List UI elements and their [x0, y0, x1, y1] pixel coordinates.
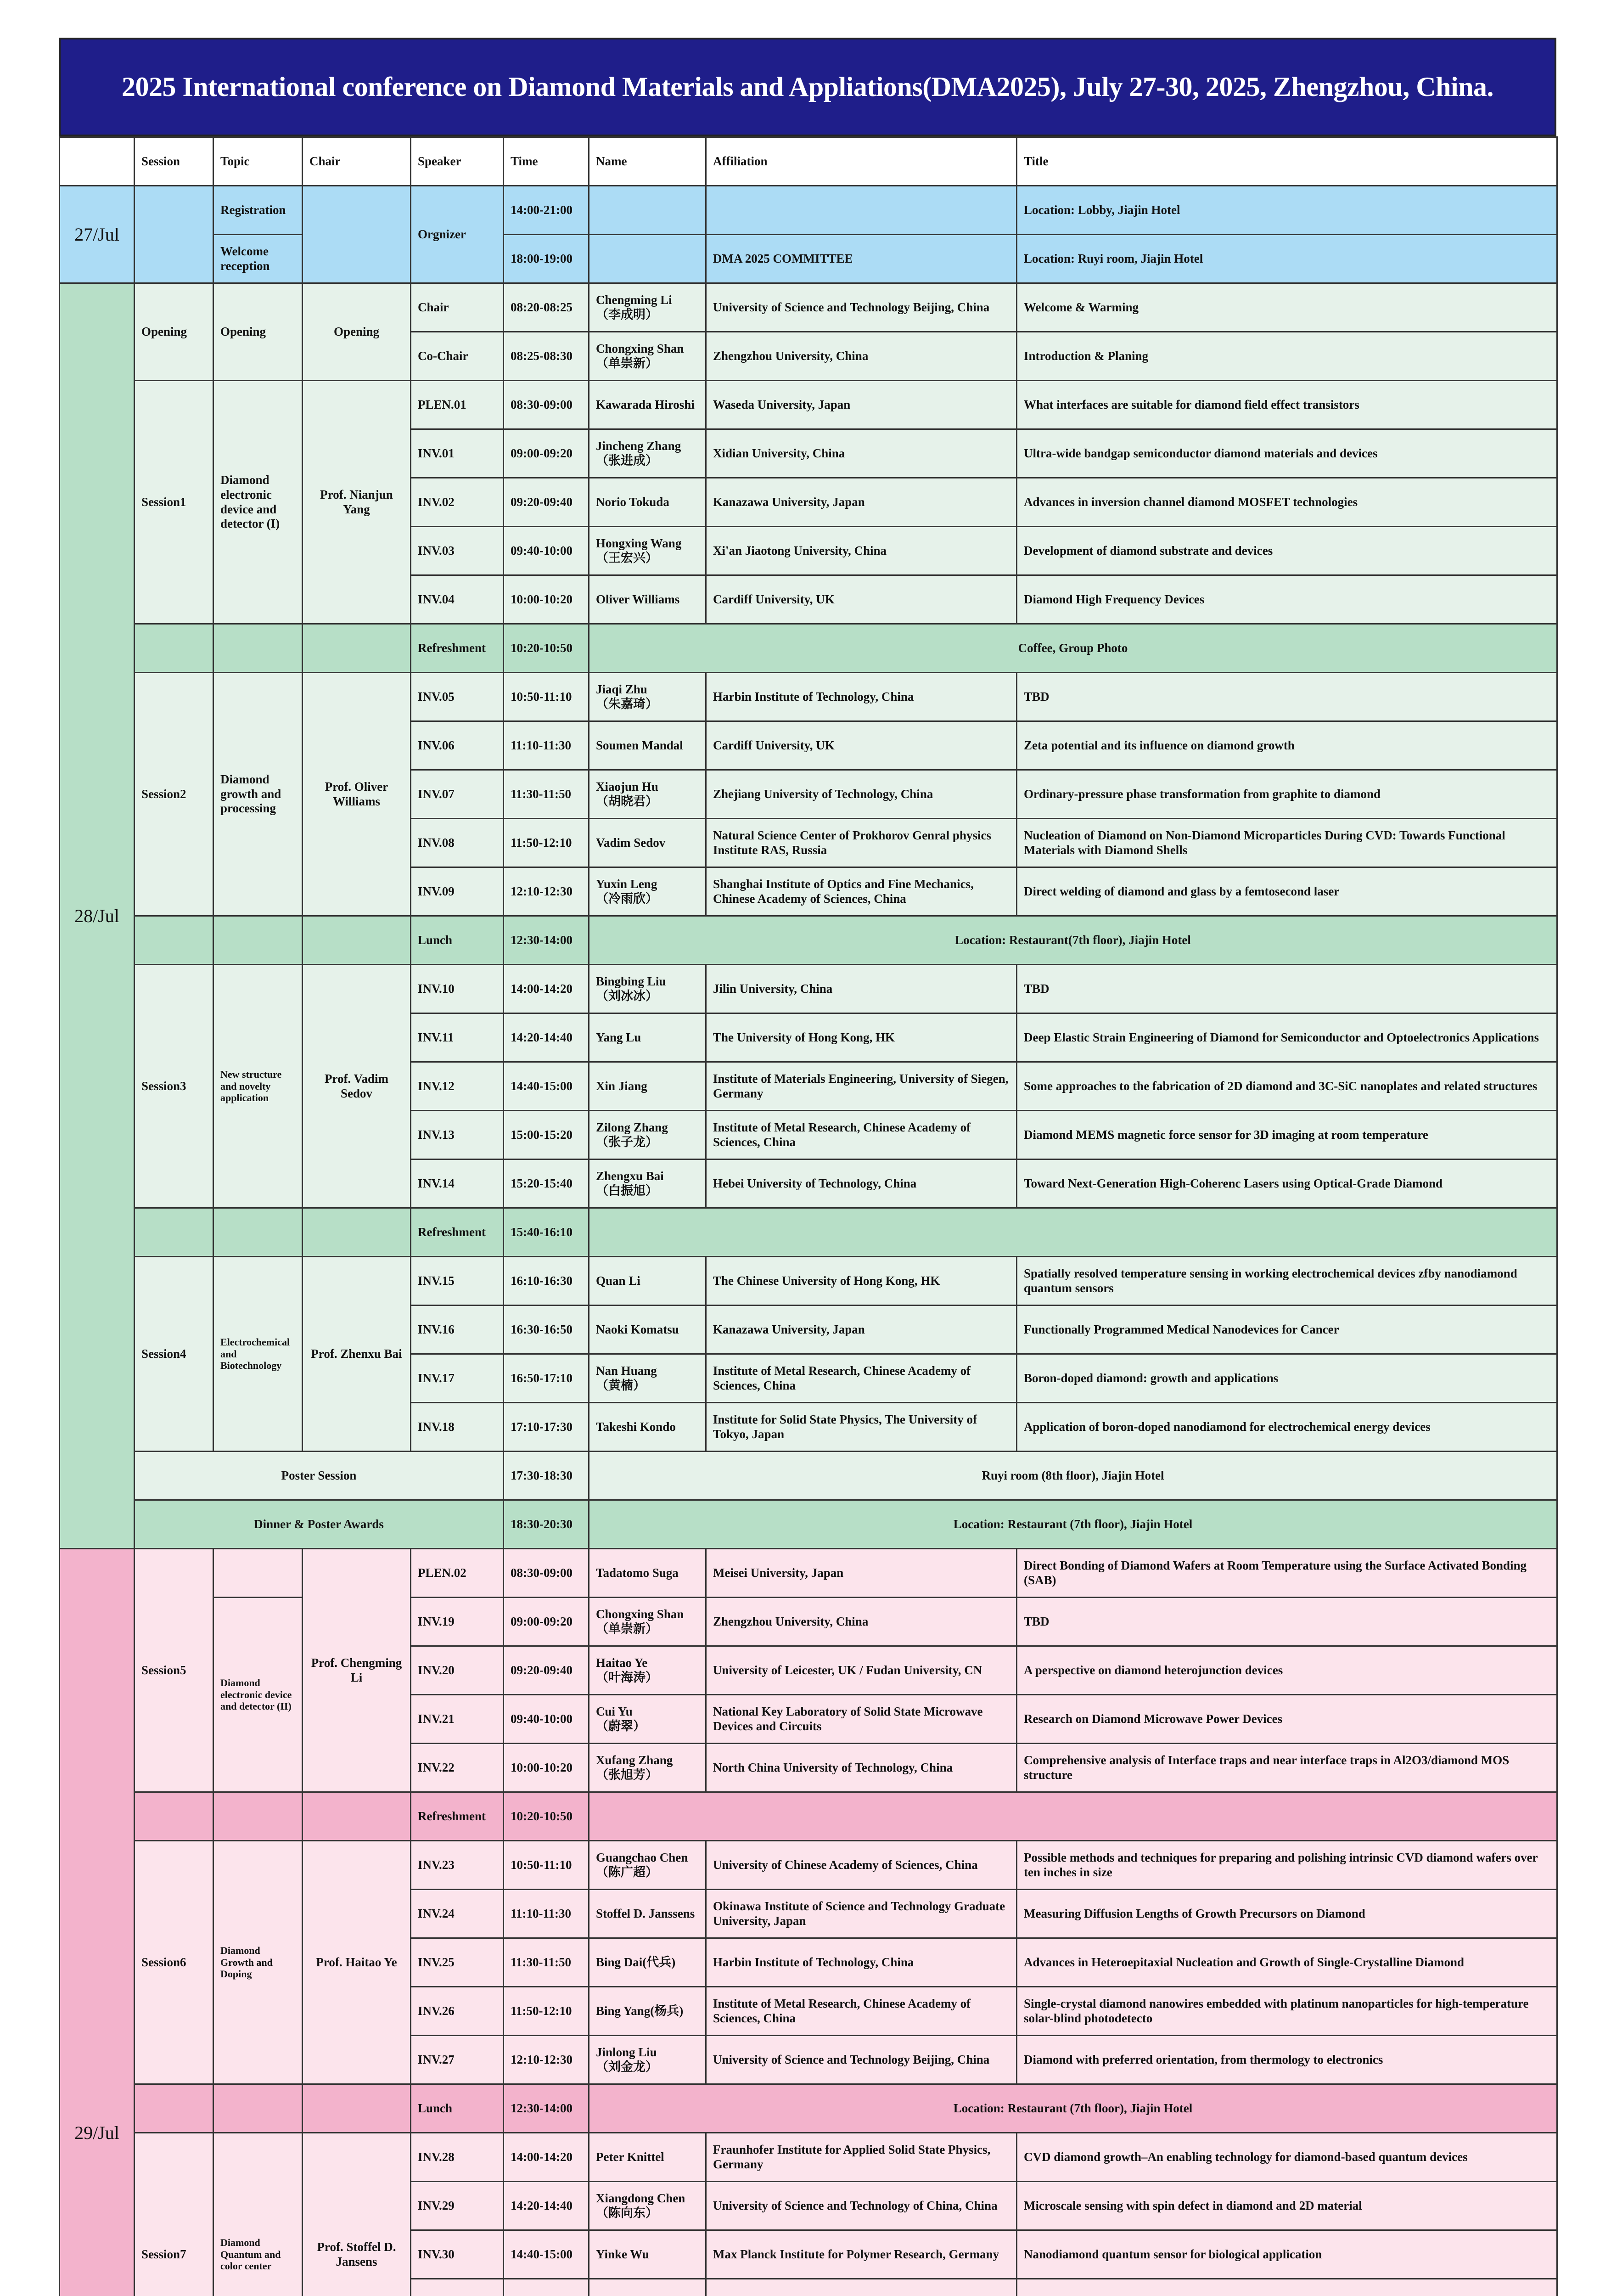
time-cell: 08:25-08:30 [504, 332, 589, 381]
speaker-cell: INV.29 [411, 2182, 504, 2230]
topic-cell: Diamond Quantum and color center [213, 2133, 303, 2296]
chair-cell: Prof. Nianjun Yang [303, 381, 411, 624]
session-cell: Session7 [135, 2133, 213, 2296]
affiliation-cell: Cardiff University, UK [706, 575, 1017, 624]
name-cell: Yang Lu [589, 1013, 706, 1062]
name-cell: Xiangdong Chen （陈向东） [589, 2182, 706, 2230]
session-cell: Session6 [135, 1841, 213, 2084]
time-cell: 11:10-11:30 [504, 1890, 589, 1938]
affiliation-cell: University of Science and Technology Beijing, China [706, 2036, 1017, 2084]
time-cell: 12:30-14:00 [504, 916, 589, 965]
table-row [60, 1792, 1557, 1841]
chair-cell [303, 186, 411, 283]
time-cell: 15:20-15:40 [504, 1159, 589, 1208]
table-row [60, 673, 1557, 721]
name-cell: Tadatomo Suga [589, 1549, 706, 1598]
affiliation-cell: Shanghai Institute of Optics and Fine Mechanics, Chinese Academy of Sciences, China [706, 867, 1017, 916]
affiliation-cell: Cardiff University, UK [706, 721, 1017, 770]
name-cell [589, 2279, 706, 2296]
name-cell: Jinlong Liu （刘金龙） [589, 2036, 706, 2084]
speaker-cell: INV.16 [411, 1306, 504, 1354]
topic-cell [213, 1549, 303, 1598]
speaker-cell: INV.05 [411, 673, 504, 721]
name-cell: Bing Dai(代兵) [589, 1938, 706, 1987]
title-cell: Toward Next-Generation High-Coherenc Lasers using Optical-Grade Diamond [1017, 1159, 1557, 1208]
name-cell: Bingbing Liu （刘冰冰） [589, 965, 706, 1013]
table-row [60, 2084, 1557, 2133]
affiliation-cell: Institute of Metal Research, Chinese Academy of Sciences, China [706, 1354, 1017, 1403]
table-row [60, 1500, 1557, 1549]
affiliation-cell: Jilin University, China [706, 965, 1017, 1013]
affiliation-cell: Hebei University of Technology, China [706, 1159, 1017, 1208]
name-cell: Quan Li [589, 1257, 706, 1306]
title-cell: Functionally Programmed Medical Nanodevices for Cancer [1017, 1306, 1557, 1354]
speaker-cell: INV.23 [411, 1841, 504, 1890]
name-cell: Chongxing Shan （单崇新） [589, 1598, 706, 1646]
title-cell: Welcome & Warming [1017, 283, 1557, 332]
table-row [60, 1257, 1557, 1306]
name-cell: Haitao Ye （叶海涛） [589, 1646, 706, 1695]
title-cell: Direct welding of diamond and glass by a femtosecond laser [1017, 867, 1557, 916]
title-cell: CVD diamond growth–An enabling technology for diamond-based quantum devices [1017, 2133, 1557, 2182]
speaker-cell: INV.07 [411, 770, 504, 819]
speaker-cell: INV.19 [411, 1598, 504, 1646]
speaker-cell: Orgnizer [411, 186, 504, 283]
time-cell: 10:00-10:20 [504, 1744, 589, 1792]
name-cell: Jincheng Zhang （张进成） [589, 429, 706, 478]
affiliation-cell: Xidian University, China [706, 429, 1017, 478]
speaker-cell: PLEN.01 [411, 381, 504, 429]
topic-cell [213, 624, 303, 673]
column-header: Title [1017, 137, 1557, 186]
speaker-cell: INV.30 [411, 2230, 504, 2279]
name-cell [589, 186, 706, 235]
time-cell: 16:10-16:30 [504, 1257, 589, 1306]
speaker-cell: INV.24 [411, 1890, 504, 1938]
speaker-cell: PLEN.02 [411, 1549, 504, 1598]
speaker-cell: INV.12 [411, 1062, 504, 1111]
break-label: Lunch [411, 916, 504, 965]
table-row [60, 624, 1557, 673]
time-cell: 10:20-10:50 [504, 1792, 589, 1841]
session-cell [135, 1208, 213, 1257]
time-cell: 11:10-11:30 [504, 721, 589, 770]
affiliation-cell: The University of Hong Kong, HK [706, 1013, 1017, 1062]
session-cell: Session3 [135, 965, 213, 1208]
session-cell: Session2 [135, 673, 213, 916]
time-cell: 14:20-14:40 [504, 1013, 589, 1062]
break-label: Lunch [411, 2084, 504, 2133]
affiliation-cell: National Key Laboratory of Solid State Microwave Devices and Circuits [706, 1695, 1017, 1744]
speaker-cell: INV.27 [411, 2036, 504, 2084]
break-label: Refreshment [411, 1792, 504, 1841]
time-cell [504, 2279, 589, 2296]
session-cell: Session1 [135, 381, 213, 624]
time-cell: 11:30-11:50 [504, 1938, 589, 1987]
event-label: Dinner & Poster Awards [135, 1500, 504, 1549]
table-row [60, 1208, 1557, 1257]
name-cell: Chongxing Shan （单崇新） [589, 332, 706, 381]
table-row [60, 186, 1557, 235]
affiliation-cell: Waseda University, Japan [706, 381, 1017, 429]
affiliation-cell: University of Science and Technology Beijing, China [706, 283, 1017, 332]
name-cell [589, 235, 706, 283]
topic-cell: Diamond electronic device and detector (II) [213, 1598, 303, 1792]
time-cell: 12:10-12:30 [504, 2036, 589, 2084]
affiliation-cell: Harbin Institute of Technology, China [706, 673, 1017, 721]
column-header: Session [135, 137, 213, 186]
speaker-cell: Chair [411, 283, 504, 332]
name-cell: Guangchao Chen （陈广超） [589, 1841, 706, 1890]
name-cell: Naoki Komatsu [589, 1306, 706, 1354]
title-cell: Spatially resolved temperature sensing in working electrochemical devices zfby nanodiamond quantum sensors [1017, 1257, 1557, 1306]
break-label: Refreshment [411, 1208, 504, 1257]
chair-cell [303, 1792, 411, 1841]
topic-cell: Opening [213, 283, 303, 381]
title-cell: Introduction & Planing [1017, 332, 1557, 381]
chair-cell [303, 916, 411, 965]
title-cell: Ordinary-pressure phase transformation from graphite to diamond [1017, 770, 1557, 819]
time-cell: 08:30-09:00 [504, 1549, 589, 1598]
speaker-cell: INV.09 [411, 867, 504, 916]
name-cell: Norio Tokuda [589, 478, 706, 527]
table-row [60, 1841, 1557, 1890]
speaker-cell: INV.25 [411, 1938, 504, 1987]
time-cell: 17:30-18:30 [504, 1452, 589, 1500]
title-cell: Diamond MEMS magnetic force sensor for 3D imaging at room temperature [1017, 1111, 1557, 1159]
speaker-cell: INV.02 [411, 478, 504, 527]
topic-cell: Welcome reception [213, 235, 303, 283]
table-row [60, 2133, 1557, 2182]
table-row [60, 137, 1557, 186]
program-body [60, 137, 1557, 2296]
event-note: Location: Restaurant (7th floor), Jiajin Hotel [589, 1500, 1557, 1549]
title-cell: Development of diamond substrate and devices [1017, 527, 1557, 575]
affiliation-cell: University of Chinese Academy of Sciences, China [706, 1841, 1017, 1890]
affiliation-cell: Max Planck Institute for Polymer Research, Germany [706, 2230, 1017, 2279]
topic-cell: Diamond Growth and Doping [213, 1841, 303, 2084]
time-cell: 10:50-11:10 [504, 673, 589, 721]
affiliation-cell [706, 186, 1017, 235]
name-cell: Peter Knittel [589, 2133, 706, 2182]
speaker-cell: Co-Chair [411, 332, 504, 381]
name-cell: Soumen Mandal [589, 721, 706, 770]
program-frame [59, 38, 1556, 2296]
affiliation-cell: DMA 2025 COMMITTEE [706, 235, 1017, 283]
speaker-cell: INV.03 [411, 527, 504, 575]
affiliation-cell: University of Science and Technology of China, China [706, 2182, 1017, 2230]
speaker-cell: INV.26 [411, 1987, 504, 2036]
program-table [59, 136, 1558, 2296]
name-cell: Nan Huang （黄楠） [589, 1354, 706, 1403]
time-cell: 14:00-14:20 [504, 965, 589, 1013]
affiliation-cell: Natural Science Center of Prokhorov Genral physics Institute RAS, Russia [706, 819, 1017, 867]
affiliation-cell: Institute of Metal Research, Chinese Academy of Sciences, China [706, 1987, 1017, 2036]
session-cell [135, 624, 213, 673]
table-row [60, 1549, 1557, 1598]
time-cell: 11:30-11:50 [504, 770, 589, 819]
speaker-cell: INV.13 [411, 1111, 504, 1159]
name-cell: Cui Yu （蔚翠） [589, 1695, 706, 1744]
title-cell: Direct Bonding of Diamond Wafers at Room Temperature using the Surface Activated Bonding (SAB) [1017, 1549, 1557, 1598]
time-cell: 15:40-16:10 [504, 1208, 589, 1257]
name-cell: Xiaojun Hu （胡晓君） [589, 770, 706, 819]
chair-cell: Prof. Zhenxu Bai [303, 1257, 411, 1452]
speaker-cell: INV.04 [411, 575, 504, 624]
title-cell: Application of boron-doped nanodiamond for electrochemical energy devices [1017, 1403, 1557, 1452]
affiliation-cell: Xi'an Jiaotong University, China [706, 527, 1017, 575]
time-cell: 08:30-09:00 [504, 381, 589, 429]
time-cell: 11:50-12:10 [504, 819, 589, 867]
speaker-cell: INV.21 [411, 1695, 504, 1744]
speaker-cell [411, 2279, 504, 2296]
time-cell: 18:30-20:30 [504, 1500, 589, 1549]
chair-cell: Prof. Oliver Williams [303, 673, 411, 916]
name-cell: Jiaqi Zhu （朱嘉琦） [589, 673, 706, 721]
name-cell: Stoffel D. Janssens [589, 1890, 706, 1938]
session-cell [135, 1792, 213, 1841]
chair-cell [303, 1208, 411, 1257]
break-note: Coffee, Group Photo [589, 624, 1557, 673]
affiliation-cell: Kanazawa University, Japan [706, 1306, 1017, 1354]
name-cell: Vadim Sedov [589, 819, 706, 867]
time-cell: 10:00-10:20 [504, 575, 589, 624]
topic-cell [213, 916, 303, 965]
name-cell: Xin Jiang [589, 1062, 706, 1111]
topic-cell: Electrochemical and Biotechnology [213, 1257, 303, 1452]
title-cell: Boron-doped diamond: growth and applications [1017, 1354, 1557, 1403]
table-row [60, 1598, 1557, 1646]
name-cell: Chengming Li （李成明） [589, 283, 706, 332]
affiliation-cell: The Chinese University of Hong Kong, HK [706, 1257, 1017, 1306]
time-cell: 14:00-21:00 [504, 186, 589, 235]
title-cell: Location: Ruyi room, Jiajin Hotel [1017, 235, 1557, 283]
break-note [589, 1208, 1557, 1257]
chair-cell: Prof. Chengming Li [303, 1549, 411, 1792]
name-cell: Bing Yang(杨兵) [589, 1987, 706, 2036]
affiliation-cell: Zhejiang University of Technology, China [706, 770, 1017, 819]
speaker-cell: INV.14 [411, 1159, 504, 1208]
day-label: 28/Jul [60, 283, 135, 1549]
name-cell: Oliver Williams [589, 575, 706, 624]
column-header: Time [504, 137, 589, 186]
time-cell: 09:00-09:20 [504, 429, 589, 478]
table-row [60, 381, 1557, 429]
table-row [60, 1452, 1557, 1500]
break-note: Location: Restaurant (7th floor), Jiajin Hotel [589, 2084, 1557, 2133]
speaker-cell: INV.01 [411, 429, 504, 478]
time-cell: 18:00-19:00 [504, 235, 589, 283]
affiliation-cell: North China University of Technology, China [706, 1744, 1017, 1792]
speaker-cell: INV.22 [411, 1744, 504, 1792]
affiliation-cell: Institute of Metal Research, Chinese Academy of Sciences, China [706, 1111, 1017, 1159]
time-cell: 12:10-12:30 [504, 867, 589, 916]
title-cell: Microscale sensing with spin defect in diamond and 2D material [1017, 2182, 1557, 2230]
title-cell: Some approaches to the fabrication of 2D diamond and 3C-SiC nanoplates and related structures [1017, 1062, 1557, 1111]
title-cell: Advances in inversion channel diamond MOSFET technologies [1017, 478, 1557, 527]
name-cell: Yinke Wu [589, 2230, 706, 2279]
chair-cell: Prof. Stoffel D. Jansens [303, 2133, 411, 2296]
affiliation-cell [706, 2279, 1017, 2296]
table-row [60, 283, 1557, 332]
session-cell: Session5 [135, 1549, 213, 1792]
column-header: Speaker [411, 137, 504, 186]
title-cell: Nanodiamond quantum sensor for biological application [1017, 2230, 1557, 2279]
time-cell: 11:50-12:10 [504, 1987, 589, 2036]
column-header: Chair [303, 137, 411, 186]
title-cell: Diamond High Frequency Devices [1017, 575, 1557, 624]
time-cell: 17:10-17:30 [504, 1403, 589, 1452]
time-cell: 09:20-09:40 [504, 478, 589, 527]
title-cell: Comprehensive analysis of Interface traps and near interface traps in Al2O3/diamond MOS structure [1017, 1744, 1557, 1792]
title-cell: Advances in Heteroepitaxial Nucleation and Growth of Single-Crystalline Diamond [1017, 1938, 1557, 1987]
title-cell: TBD [1017, 673, 1557, 721]
day-label: 29/Jul [60, 1549, 135, 2296]
affiliation-cell: Institute of Materials Engineering, University of Siegen, Germany [706, 1062, 1017, 1111]
time-cell: 09:40-10:00 [504, 1695, 589, 1744]
affiliation-cell: Kanazawa University, Japan [706, 478, 1017, 527]
time-cell: 14:20-14:40 [504, 2182, 589, 2230]
speaker-cell: INV.28 [411, 2133, 504, 2182]
speaker-cell: INV.15 [411, 1257, 504, 1306]
affiliation-cell: Zhengzhou University, China [706, 1598, 1017, 1646]
time-cell: 14:40-15:00 [504, 1062, 589, 1111]
name-cell: Xufang Zhang （张旭芳） [589, 1744, 706, 1792]
column-header [60, 137, 135, 186]
chair-cell [303, 2084, 411, 2133]
session-cell [135, 2084, 213, 2133]
title-cell: Diamond with preferred orientation, from thermology to electronics [1017, 2036, 1557, 2084]
chair-cell: Prof. Vadim Sedov [303, 965, 411, 1208]
break-note [589, 1792, 1557, 1841]
speaker-cell: INV.18 [411, 1403, 504, 1452]
title-cell: TBD [1017, 965, 1557, 1013]
time-cell: 09:00-09:20 [504, 1598, 589, 1646]
title-cell: Zeta potential and its influence on diamond growth [1017, 721, 1557, 770]
title-cell: Deep Elastic Strain Engineering of Diamond for Semiconductor and Optoelectronics Applications [1017, 1013, 1557, 1062]
column-header: Name [589, 137, 706, 186]
time-cell: 14:40-15:00 [504, 2230, 589, 2279]
time-cell: 12:30-14:00 [504, 2084, 589, 2133]
table-row [60, 965, 1557, 1013]
title-cell: Measuring Diffusion Lengths of Growth Precursors on Diamond [1017, 1890, 1557, 1938]
name-cell: Kawarada Hiroshi [589, 381, 706, 429]
topic-cell: Registration [213, 186, 303, 235]
time-cell: 09:40-10:00 [504, 527, 589, 575]
event-note: Ruyi room (8th floor), Jiajin Hotel [589, 1452, 1557, 1500]
time-cell: 14:00-14:20 [504, 2133, 589, 2182]
affiliation-cell: Meisei University, Japan [706, 1549, 1017, 1598]
speaker-cell: INV.11 [411, 1013, 504, 1062]
name-cell: Yuxin Leng （冷雨欣） [589, 867, 706, 916]
name-cell: Takeshi Kondo [589, 1403, 706, 1452]
title-cell: TBD [1017, 1598, 1557, 1646]
speaker-cell: INV.17 [411, 1354, 504, 1403]
speaker-cell: INV.20 [411, 1646, 504, 1695]
title-cell: Research on Diamond Microwave Power Devices [1017, 1695, 1557, 1744]
chair-cell: Prof. Haitao Ye [303, 1841, 411, 2084]
topic-cell [213, 1208, 303, 1257]
column-header: Topic [213, 137, 303, 186]
name-cell: Zhengxu Bai （白振旭） [589, 1159, 706, 1208]
affiliation-cell: Harbin Institute of Technology, China [706, 1938, 1017, 1987]
affiliation-cell: University of Leicester, UK / Fudan University, CN [706, 1646, 1017, 1695]
session-cell: Session4 [135, 1257, 213, 1452]
affiliation-cell: Zhengzhou University, China [706, 332, 1017, 381]
break-note: Location: Restaurant(7th floor), Jiajin Hotel [589, 916, 1557, 965]
title-cell: Nucleation of Diamond on Non-Diamond Microparticles During CVD: Towards Functional Materials with Diamond Shells [1017, 819, 1557, 867]
title-cell: Single-crystal diamond nanowires embedded with platinum nanoparticles for high-temperature solar-blind photodetecto [1017, 1987, 1557, 2036]
title-cell: Possible methods and techniques for preparing and polishing intrinsic CVD diamond wafers over ten inches in size [1017, 1841, 1557, 1890]
time-cell: 09:20-09:40 [504, 1646, 589, 1695]
table-row [60, 916, 1557, 965]
time-cell: 16:50-17:10 [504, 1354, 589, 1403]
time-cell: 10:50-11:10 [504, 1841, 589, 1890]
session-cell: Opening [135, 283, 213, 381]
affiliation-cell: Institute for Solid State Physics, The University of Tokyo, Japan [706, 1403, 1017, 1452]
day-label: 27/Jul [60, 186, 135, 283]
name-cell: Zilong Zhang （张子龙） [589, 1111, 706, 1159]
title-cell: Ultra-wide bandgap semiconductor diamond materials and devices [1017, 429, 1557, 478]
time-cell: 16:30-16:50 [504, 1306, 589, 1354]
title-cell: What interfaces are suitable for diamond field effect transistors [1017, 381, 1557, 429]
column-header: Affiliation [706, 137, 1017, 186]
break-label: Refreshment [411, 624, 504, 673]
topic-cell [213, 2084, 303, 2133]
topic-cell: New structure and novelty application [213, 965, 303, 1208]
title-cell: Location: Lobby, Jiajin Hotel [1017, 186, 1557, 235]
time-cell: 10:20-10:50 [504, 624, 589, 673]
chair-cell [303, 624, 411, 673]
title-cell: A perspective on diamond heterojunction devices [1017, 1646, 1557, 1695]
session-cell [135, 186, 213, 283]
time-cell: 15:00-15:20 [504, 1111, 589, 1159]
program-title: 2025 International conference on Diamond Materials and Appliations(DMA2025), July 27-30, 2025, Zhengzhou, China. [59, 38, 1556, 136]
title-cell [1017, 2279, 1557, 2296]
topic-cell [213, 1792, 303, 1841]
speaker-cell: INV.06 [411, 721, 504, 770]
speaker-cell: INV.08 [411, 819, 504, 867]
topic-cell: Diamond growth and processing [213, 673, 303, 916]
affiliation-cell: Okinawa Institute of Science and Technology Graduate University, Japan [706, 1890, 1017, 1938]
event-label: Poster Session [135, 1452, 504, 1500]
name-cell: Hongxing Wang （王宏兴） [589, 527, 706, 575]
session-cell [135, 916, 213, 965]
table-row [60, 235, 1557, 283]
topic-cell: Diamond electronic device and detector (I) [213, 381, 303, 624]
chair-cell: Opening [303, 283, 411, 381]
affiliation-cell: Fraunhofer Institute for Applied Solid State Physics, Germany [706, 2133, 1017, 2182]
speaker-cell: INV.10 [411, 965, 504, 1013]
time-cell: 08:20-08:25 [504, 283, 589, 332]
